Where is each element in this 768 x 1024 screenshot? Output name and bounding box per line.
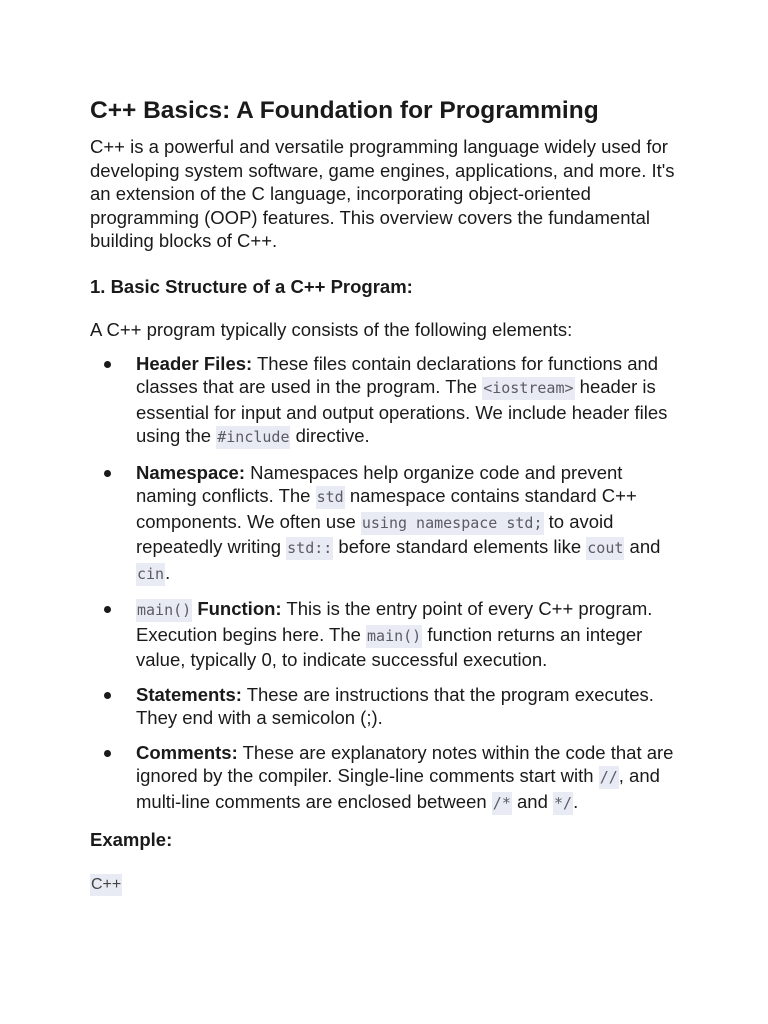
list-item-statements (90, 683, 685, 730)
term-label: Comments: (136, 741, 238, 763)
list-item-namespace (90, 461, 685, 587)
term-label: Namespace: (136, 461, 246, 483)
inline-code: cout (586, 537, 624, 560)
inline-code: // (599, 766, 619, 789)
item-text: . (165, 561, 171, 583)
code-language-label: C++ (90, 874, 122, 896)
inline-code: main() (136, 599, 192, 622)
bullet-icon (104, 606, 111, 613)
item-text: . (573, 790, 579, 812)
item-text: function returns an integer value, typically 0, to indicate successful execution. (136, 623, 643, 670)
bullet-icon (104, 361, 111, 368)
item-text: directive. (290, 425, 370, 446)
inline-code: cin (136, 563, 165, 586)
intro-paragraph: C++ is a powerful and versatile programming language widely used for developing system software, game engines, applications, and more. It's an extension of the C language, incorporating object-oriented programming (OOP) features. This overview covers the fundamental building blocks of C++. (90, 136, 675, 251)
example-label: Example: (90, 829, 173, 850)
elements-list (90, 352, 685, 816)
inline-code: /* (492, 792, 512, 815)
term-label: Function: (192, 598, 282, 619)
item-text: and (624, 536, 661, 557)
term-label: Statements: (136, 683, 242, 705)
inline-code: */ (553, 792, 573, 815)
inline-code: std (316, 486, 345, 509)
inline-code: main() (366, 625, 422, 648)
item-text: and (511, 790, 554, 812)
inline-code: using namespace std; (361, 512, 544, 535)
item-text: These are instructions that the program executes. They end with a semicolon (;). (136, 683, 654, 728)
term-label: Header Files: (136, 352, 253, 374)
item-text: , and multi-line comments are enclosed between (136, 765, 660, 812)
item-text: header is essential for input and output operations. We include header files using the (136, 376, 668, 446)
bullet-icon (104, 692, 111, 699)
inline-code: std:: (286, 537, 333, 560)
inline-code: #include (216, 426, 290, 449)
list-item-comments (90, 741, 685, 816)
item-text: before standard elements like (333, 536, 587, 557)
inline-code: <iostream> (482, 377, 574, 400)
item-text: namespace contains standard C++ components. We often use (136, 485, 637, 532)
item-text: Namespaces help organize code and prevent naming conflicts. The (136, 461, 623, 506)
section-lead: A C++ program typically consists of the following elements: (90, 319, 573, 340)
page-title: C++ Basics: A Foundation for Programming (90, 97, 599, 124)
item-text: to avoid repeatedly writing (136, 510, 614, 557)
bullet-icon (104, 750, 111, 757)
document-content (90, 96, 685, 896)
section-heading: 1. Basic Structure of a C++ Program: (90, 275, 413, 297)
item-text: These files contain declarations for functions and classes that are used in the program. The (136, 352, 659, 397)
list-item-main-function (90, 597, 685, 672)
bullet-icon (104, 470, 111, 477)
list-item-header-files (90, 352, 685, 450)
item-text: These are explanatory notes within the code that are ignored by the compiler. Single-line comments start with (136, 741, 674, 786)
item-text: This is the entry point of every C++ program. Execution begins here. The (136, 598, 653, 645)
